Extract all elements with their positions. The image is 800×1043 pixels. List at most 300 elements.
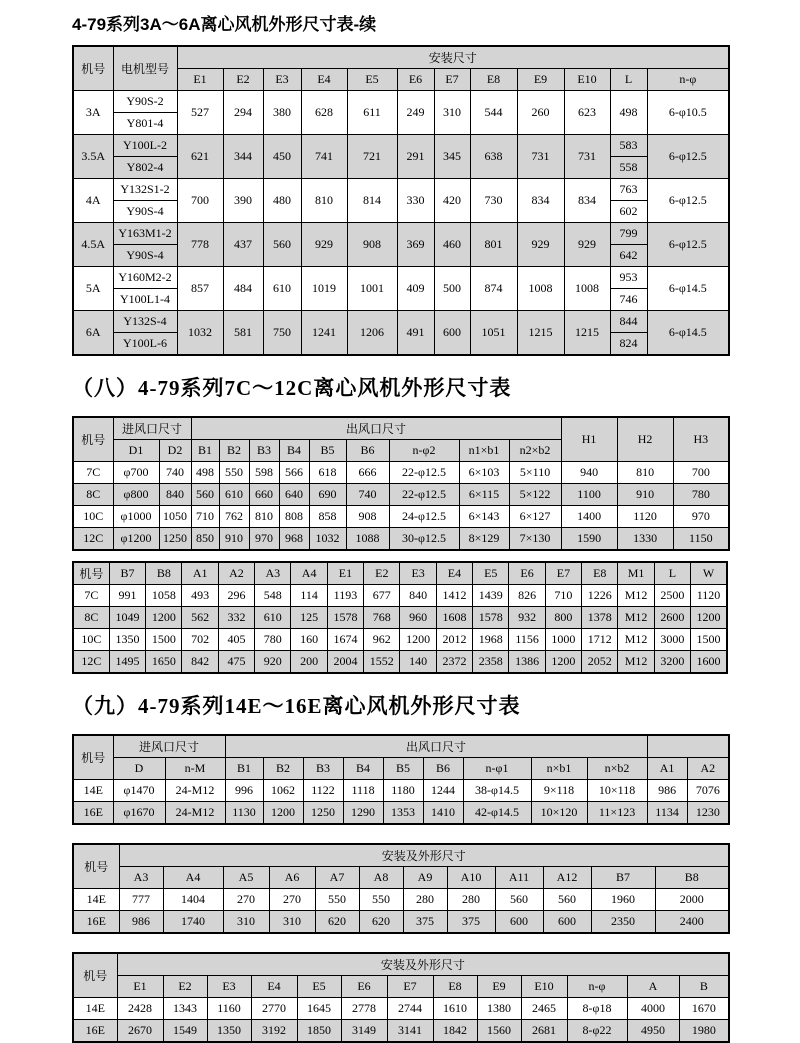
dim-value: 610 [263, 267, 301, 311]
dim-value: 874 [470, 267, 517, 311]
dim-value: 390 [223, 179, 263, 223]
column-header: B6 [423, 758, 463, 780]
column-header-machine: 机号 [73, 953, 117, 998]
dim-value: 562 [182, 607, 218, 629]
dim-value: 810 [301, 179, 347, 223]
dim-value: 842 [182, 651, 218, 674]
column-header-machine: 机号 [73, 735, 113, 780]
dim-value: 1200 [263, 802, 303, 825]
table-row [73, 528, 729, 551]
table-row [73, 311, 729, 333]
dim-value: 666 [346, 462, 389, 484]
column-header: A11 [495, 867, 543, 889]
column-header: B7 [591, 867, 655, 889]
dim-value: 4000 [627, 998, 679, 1020]
dim-value: 2600 [654, 607, 690, 629]
dim-value: 929 [517, 223, 564, 267]
column-header: D [113, 758, 165, 780]
dim-value: 160 [291, 629, 327, 651]
dim-value: 908 [347, 223, 397, 267]
dim-value: φ1670 [113, 802, 165, 825]
dim-value: 638 [470, 135, 517, 179]
dim-value: 1051 [470, 311, 517, 356]
motor-model: Y90S-4 [113, 201, 177, 223]
dim-value: 560 [191, 484, 219, 506]
column-header: E2 [223, 69, 263, 91]
column-header: E8 [470, 69, 517, 91]
column-header: B6 [346, 440, 389, 462]
dim-value: 1670 [679, 998, 729, 1020]
table-row [73, 629, 727, 651]
dim-value: 1378 [582, 607, 618, 629]
table-row [73, 506, 729, 528]
table-body [73, 462, 729, 551]
column-header-machine: 机号 [73, 417, 113, 462]
table-14e-16e-install-e [72, 952, 730, 1043]
machine-no: 12C [73, 528, 113, 551]
column-header: B8 [146, 562, 182, 585]
bolt-holes: 6-φ14.5 [647, 311, 729, 356]
header-row [73, 867, 729, 889]
dim-value: 8×129 [459, 528, 509, 551]
dim-value: 2372 [436, 651, 472, 674]
column-header: B4 [279, 440, 309, 462]
dim-value: 810 [617, 462, 673, 484]
column-header: E1 [117, 976, 163, 998]
dim-value: M12 [618, 585, 654, 607]
dim-value: 1549 [163, 1020, 207, 1043]
column-header: B2 [263, 758, 303, 780]
machine-no: 14E [73, 998, 117, 1020]
dim-value: 1350 [109, 629, 145, 651]
dim-value: 1118 [343, 780, 383, 802]
motor-model: Y100L1-4 [113, 289, 177, 311]
dim-value: 834 [564, 179, 610, 223]
dim-value: 1645 [297, 998, 341, 1020]
dim-value: 375 [403, 911, 447, 934]
bolt-holes: 6-φ10.5 [647, 91, 729, 135]
dim-value: 1353 [383, 802, 423, 825]
dim-value: 8-φ22 [567, 1020, 627, 1043]
dim-L: 844 [610, 311, 647, 333]
motor-model: Y132S1-2 [113, 179, 177, 201]
table-row [73, 484, 729, 506]
dim-value: 970 [673, 506, 729, 528]
dim-value: 690 [309, 484, 346, 506]
dim-value: 332 [218, 607, 254, 629]
header-row [73, 562, 727, 585]
table-3a-6a-install [72, 45, 730, 356]
dim-value: 560 [495, 889, 543, 911]
dim-value: 1008 [517, 267, 564, 311]
dim-value: 409 [397, 267, 434, 311]
dim-value: 249 [397, 91, 434, 135]
dim-value: 310 [269, 911, 315, 934]
column-header: E4 [301, 69, 347, 91]
header-row [73, 844, 729, 867]
dim-value: 2428 [117, 998, 163, 1020]
dim-value: 344 [223, 135, 263, 179]
column-header: A2 [687, 758, 729, 780]
dim-value: 3149 [341, 1020, 387, 1043]
dim-value: 1290 [343, 802, 383, 825]
dim-value: 1062 [263, 780, 303, 802]
dim-value: 380 [263, 91, 301, 135]
column-header-machine: 机号 [73, 46, 113, 91]
dim-value: 9×118 [531, 780, 587, 802]
dim-value: 740 [159, 462, 191, 484]
dim-value: 780 [255, 629, 291, 651]
dim-value: 929 [301, 223, 347, 267]
dim-value: 1226 [582, 585, 618, 607]
dim-L: 746 [610, 289, 647, 311]
column-header: A1 [182, 562, 218, 585]
dim-value: 1712 [582, 629, 618, 651]
column-header-motor: 电机型号 [113, 46, 177, 91]
dim-value: 611 [347, 91, 397, 135]
machine-no: 4.5A [73, 223, 113, 267]
table-row [73, 223, 729, 245]
dim-value: 991 [109, 585, 145, 607]
dim-value: 750 [263, 311, 301, 356]
machine-no: 14E [73, 780, 113, 802]
dim-value: 677 [364, 585, 400, 607]
dim-value: φ1000 [113, 506, 159, 528]
dim-value: 38-φ14.5 [463, 780, 531, 802]
column-header: A6 [269, 867, 315, 889]
column-header: B1 [191, 440, 219, 462]
dim-value: 908 [346, 506, 389, 528]
dim-value: 493 [182, 585, 218, 607]
dim-value: 1156 [509, 629, 545, 651]
empty-header-cell [647, 735, 729, 758]
dim-value: M12 [618, 629, 654, 651]
header-row [73, 953, 729, 976]
table-body [73, 91, 729, 356]
dim-value: 260 [517, 91, 564, 135]
dim-value: 1500 [146, 629, 182, 651]
dim-value: 450 [263, 135, 301, 179]
dim-value: 741 [301, 135, 347, 179]
dim-value: 996 [225, 780, 263, 802]
column-header: E2 [364, 562, 400, 585]
dim-value: 850 [191, 528, 219, 551]
dim-value: 405 [218, 629, 254, 651]
dim-value: 1600 [691, 651, 727, 674]
group-header-install: 安装尺寸 [177, 46, 729, 69]
header-row [73, 46, 729, 69]
machine-no: 7C [73, 462, 113, 484]
dim-value: 11×123 [587, 802, 647, 825]
column-header: n×b1 [531, 758, 587, 780]
dim-value: 550 [359, 889, 403, 911]
table-14e-16e-ports [72, 734, 730, 825]
machine-no: 4A [73, 179, 113, 223]
dim-value: 710 [191, 506, 219, 528]
dim-value: φ800 [113, 484, 159, 506]
column-header: M1 [618, 562, 654, 585]
dim-value: 2465 [521, 998, 567, 1020]
dim-value: 8-φ18 [567, 998, 627, 1020]
dim-value: 22-φ12.5 [389, 462, 459, 484]
machine-no: 10C [73, 506, 113, 528]
dim-value: 200 [291, 651, 327, 674]
dim-value: 970 [249, 528, 279, 551]
dim-value: 345 [434, 135, 470, 179]
dim-value: 2770 [251, 998, 297, 1020]
column-header: B5 [383, 758, 423, 780]
dim-value: 800 [545, 607, 581, 629]
dim-value: 920 [255, 651, 291, 674]
table-row [73, 780, 729, 802]
dim-value: 929 [564, 223, 610, 267]
dim-value: 280 [447, 889, 495, 911]
dim-value: 808 [279, 506, 309, 528]
section-heading-9: （九）4-79系列14E～16E离心风机外形尺寸表 [72, 694, 521, 718]
dim-value: 600 [434, 311, 470, 356]
dim-value: 1495 [109, 651, 145, 674]
column-header: E9 [477, 976, 521, 998]
dim-value: 1250 [303, 802, 343, 825]
dim-value: 1380 [477, 998, 521, 1020]
dim-value: 7076 [687, 780, 729, 802]
dim-value: 700 [673, 462, 729, 484]
dim-value: 3000 [654, 629, 690, 651]
motor-model: Y132S-4 [113, 311, 177, 333]
dim-value: 1674 [327, 629, 363, 651]
table-row [73, 802, 729, 825]
dim-value: 24-M12 [165, 802, 225, 825]
column-header: A3 [255, 562, 291, 585]
dim-value: 548 [255, 585, 291, 607]
dim-value: 420 [434, 179, 470, 223]
dim-value: 810 [249, 506, 279, 528]
table-row [73, 889, 729, 911]
column-header: E10 [521, 976, 567, 998]
column-header: B3 [303, 758, 343, 780]
dim-value: M12 [618, 607, 654, 629]
dim-value: 2052 [582, 651, 618, 674]
dim-value: 1200 [691, 607, 727, 629]
column-header: A12 [543, 867, 591, 889]
column-header: B3 [249, 440, 279, 462]
dim-value: 1960 [591, 889, 655, 911]
machine-no: 6A [73, 311, 113, 356]
dim-value: 550 [219, 462, 249, 484]
dim-value: 1100 [561, 484, 617, 506]
dim-value: 826 [509, 585, 545, 607]
header-row [73, 758, 729, 780]
header-row [73, 735, 729, 758]
dim-value: 1350 [207, 1020, 251, 1043]
dim-value: 940 [561, 462, 617, 484]
dim-value: 437 [223, 223, 263, 267]
dim-value: 660 [249, 484, 279, 506]
page-title: 4-79系列3A～6A离心风机外形尺寸表-续 [72, 15, 377, 34]
dim-value: 1008 [564, 267, 610, 311]
column-header: B1 [225, 758, 263, 780]
machine-no: 12C [73, 651, 109, 674]
table-row [73, 651, 727, 674]
dim-value: 1200 [545, 651, 581, 674]
dim-value: 30-φ12.5 [389, 528, 459, 551]
column-header: E10 [564, 69, 610, 91]
column-header: L [610, 69, 647, 91]
column-header: B5 [309, 440, 346, 462]
dim-value: 310 [223, 911, 269, 934]
group-header-inlet: 进风口尺寸 [113, 735, 225, 758]
dim-value: 1193 [327, 585, 363, 607]
dim-value: 1122 [303, 780, 343, 802]
bolt-holes: 6-φ14.5 [647, 267, 729, 311]
machine-no: 3A [73, 91, 113, 135]
dim-value: 1001 [347, 267, 397, 311]
table-7c-12c-ports [72, 416, 730, 551]
dim-value: 600 [495, 911, 543, 934]
group-header-inlet: 进风口尺寸 [113, 417, 191, 440]
machine-no: 7C [73, 585, 109, 607]
dim-value: 1850 [297, 1020, 341, 1043]
column-header: A10 [447, 867, 495, 889]
dim-value: 2744 [387, 998, 433, 1020]
dim-value: 962 [364, 629, 400, 651]
column-header: E3 [400, 562, 436, 585]
dim-value: 270 [223, 889, 269, 911]
column-header: E7 [387, 976, 433, 998]
dim-value: 1206 [347, 311, 397, 356]
dim-value: 1250 [159, 528, 191, 551]
table-row [73, 585, 727, 607]
column-header: E5 [347, 69, 397, 91]
dim-value: 986 [647, 780, 687, 802]
dim-value: 1200 [146, 607, 182, 629]
dim-value: 3141 [387, 1020, 433, 1043]
dim-L: 824 [610, 333, 647, 356]
column-header: n1×b1 [459, 440, 509, 462]
group-header-install: 安装及外形尺寸 [119, 844, 729, 867]
dim-value: 294 [223, 91, 263, 135]
dim-value: 2000 [655, 889, 729, 911]
dim-value: 910 [617, 484, 673, 506]
dim-value: 1404 [163, 889, 223, 911]
table-7c-12c-install [72, 561, 728, 674]
bolt-holes: 6-φ12.5 [647, 135, 729, 179]
dim-value: 270 [269, 889, 315, 911]
dim-value: 1120 [617, 506, 673, 528]
dim-value: 114 [291, 585, 327, 607]
dim-value: 7×130 [509, 528, 561, 551]
column-header: n×b2 [587, 758, 647, 780]
dim-value: 1160 [207, 998, 251, 1020]
dim-value: 1215 [564, 311, 610, 356]
dim-value: 491 [397, 311, 434, 356]
dim-value: 1842 [433, 1020, 477, 1043]
dim-value: 460 [434, 223, 470, 267]
column-header: A5 [223, 867, 269, 889]
dim-value: 1400 [561, 506, 617, 528]
machine-no: 3.5A [73, 135, 113, 179]
column-header: E5 [473, 562, 509, 585]
dim-value: 2358 [473, 651, 509, 674]
column-header: E5 [297, 976, 341, 998]
column-header: B4 [343, 758, 383, 780]
dim-L: 583 [610, 135, 647, 157]
dim-value: 1200 [400, 629, 436, 651]
column-header: n-M [165, 758, 225, 780]
machine-no: 16E [73, 911, 119, 934]
dim-value: 610 [255, 607, 291, 629]
bolt-holes: 6-φ12.5 [647, 223, 729, 267]
dim-value: 3192 [251, 1020, 297, 1043]
dim-value: 24-φ12.5 [389, 506, 459, 528]
dim-value: 1412 [436, 585, 472, 607]
machine-no: 8C [73, 607, 109, 629]
dim-value: 598 [249, 462, 279, 484]
dim-L: 953 [610, 267, 647, 289]
dim-value: 814 [347, 179, 397, 223]
dim-value: 857 [177, 267, 223, 311]
column-header: H1 [561, 417, 617, 462]
dim-value: 6×115 [459, 484, 509, 506]
dim-value: 1049 [109, 607, 145, 629]
table-row [73, 607, 727, 629]
dim-value: 1215 [517, 311, 564, 356]
dim-value: 731 [517, 135, 564, 179]
table-row [73, 179, 729, 201]
dim-value: 710 [545, 585, 581, 607]
dim-value: 1610 [433, 998, 477, 1020]
dim-value: 2004 [327, 651, 363, 674]
dim-value: 6×143 [459, 506, 509, 528]
table-14e-16e-install-a [72, 843, 730, 934]
dim-value: 960 [400, 607, 436, 629]
dim-value: 291 [397, 135, 434, 179]
column-header: A [627, 976, 679, 998]
dim-value: 1150 [673, 528, 729, 551]
dim-value: 721 [347, 135, 397, 179]
column-header: B2 [219, 440, 249, 462]
dim-value: 560 [543, 889, 591, 911]
dim-value: 621 [177, 135, 223, 179]
dim-value: 1410 [423, 802, 463, 825]
dim-value: 780 [673, 484, 729, 506]
column-header: A1 [647, 758, 687, 780]
dim-value: 1088 [346, 528, 389, 551]
dim-value: 1439 [473, 585, 509, 607]
column-header: E6 [397, 69, 434, 91]
dim-value: 1058 [146, 585, 182, 607]
machine-no: 16E [73, 1020, 117, 1043]
column-header: n-φ [647, 69, 729, 91]
column-header: E3 [207, 976, 251, 998]
column-header: E9 [517, 69, 564, 91]
motor-model: Y160M2-2 [113, 267, 177, 289]
dim-value: 610 [219, 484, 249, 506]
dim-value: 777 [119, 889, 163, 911]
dim-value: 140 [400, 651, 436, 674]
group-header-outlet: 出风口尺寸 [225, 735, 647, 758]
dim-value: 801 [470, 223, 517, 267]
dim-value: 4950 [627, 1020, 679, 1043]
column-header: E7 [545, 562, 581, 585]
dim-value: 1500 [691, 629, 727, 651]
dim-value: 1032 [309, 528, 346, 551]
dim-value: 1120 [691, 585, 727, 607]
dim-value: 1578 [473, 607, 509, 629]
column-header: E6 [341, 976, 387, 998]
header-row [73, 976, 729, 998]
column-header: E8 [433, 976, 477, 998]
